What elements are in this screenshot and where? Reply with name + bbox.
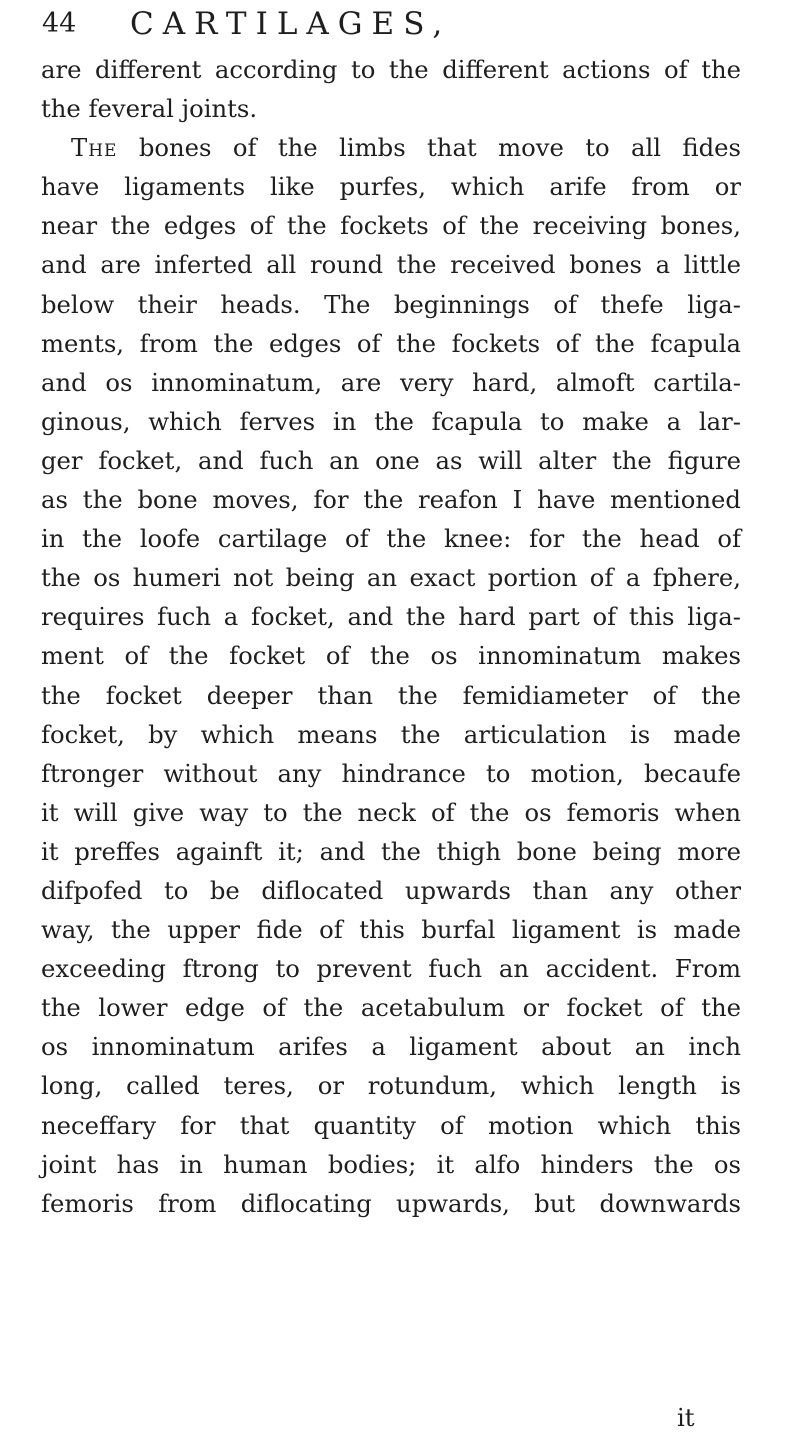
page-number: 44 <box>42 8 77 39</box>
text-line: it preffes againft it; and the thigh bone being more <box>41 836 741 866</box>
text-line: the feveral joints. <box>41 94 258 124</box>
text-line: and os innominatum, are very hard, almoft cartila- <box>41 367 741 397</box>
text-line: the os humeri not being an exact portion of a fphere, <box>41 563 741 593</box>
text-line: ginous, which ferves in the fcapula to make a lar- <box>41 406 741 436</box>
text-line: ments, from the edges of the fockets of the fcapula <box>41 328 741 358</box>
paragraph-first-line <box>41 128 741 167</box>
body-text <box>41 50 741 1223</box>
text-line: the focket deeper than the femidiameter of the <box>41 680 741 710</box>
text-line: way, the upper fide of this burfal ligament is made <box>41 915 741 945</box>
text-line: long, called teres, or rotundum, which length is <box>41 1071 741 1101</box>
text-line-rest: bones of the limbs that move to all fides <box>138 133 742 163</box>
text-line: difpofed to be diflocated upwards than any other <box>41 875 741 905</box>
text-line: ment of the focket of the os innominatum makes <box>41 641 741 671</box>
text-line: focket, by which means the articulation is made <box>41 719 741 749</box>
text-line: ftronger without any hindrance to motion, becaufe <box>41 758 741 788</box>
text-line: are different according to the different actions of the <box>41 55 741 84</box>
text-line: as the bone moves, for the reafon I have mentioned <box>41 485 741 515</box>
text-line: exceeding ftrong to prevent fuch an accident. From <box>41 954 741 984</box>
text-line: requires fuch a focket, and the hard part of this liga- <box>41 602 741 632</box>
running-head <box>42 4 740 48</box>
running-title: CARTILAGES, <box>130 6 452 42</box>
text-line: and are inferted all round the received bones a little <box>41 250 741 280</box>
text-line: os innominatum arifes a ligament about an inch <box>41 1032 741 1062</box>
text-line: the lower edge of the acetabulum or focket of the <box>41 993 741 1023</box>
paragraph-lead-word: The <box>71 133 118 163</box>
text-line: below their heads. The beginnings of thefe liga- <box>41 289 741 319</box>
text-line: neceffary for that quantity of motion which this <box>41 1110 741 1140</box>
text-line: joint has in human bodies; it alfo hinders the os <box>41 1149 741 1179</box>
text-line: femoris from diflocating upwards, but downwards <box>41 1188 741 1218</box>
text-line: have ligaments like purfes, which arife from or <box>41 172 741 202</box>
text-line: in the loofe cartilage of the knee: for the head of <box>41 524 741 554</box>
catchword: it <box>677 1403 695 1432</box>
text-line: it will give way to the neck of the os femoris when <box>41 797 741 827</box>
text-line: near the edges of the fockets of the receiving bones, <box>41 211 741 241</box>
text-line: ger focket, and fuch an one as will alter the figure <box>41 445 741 475</box>
